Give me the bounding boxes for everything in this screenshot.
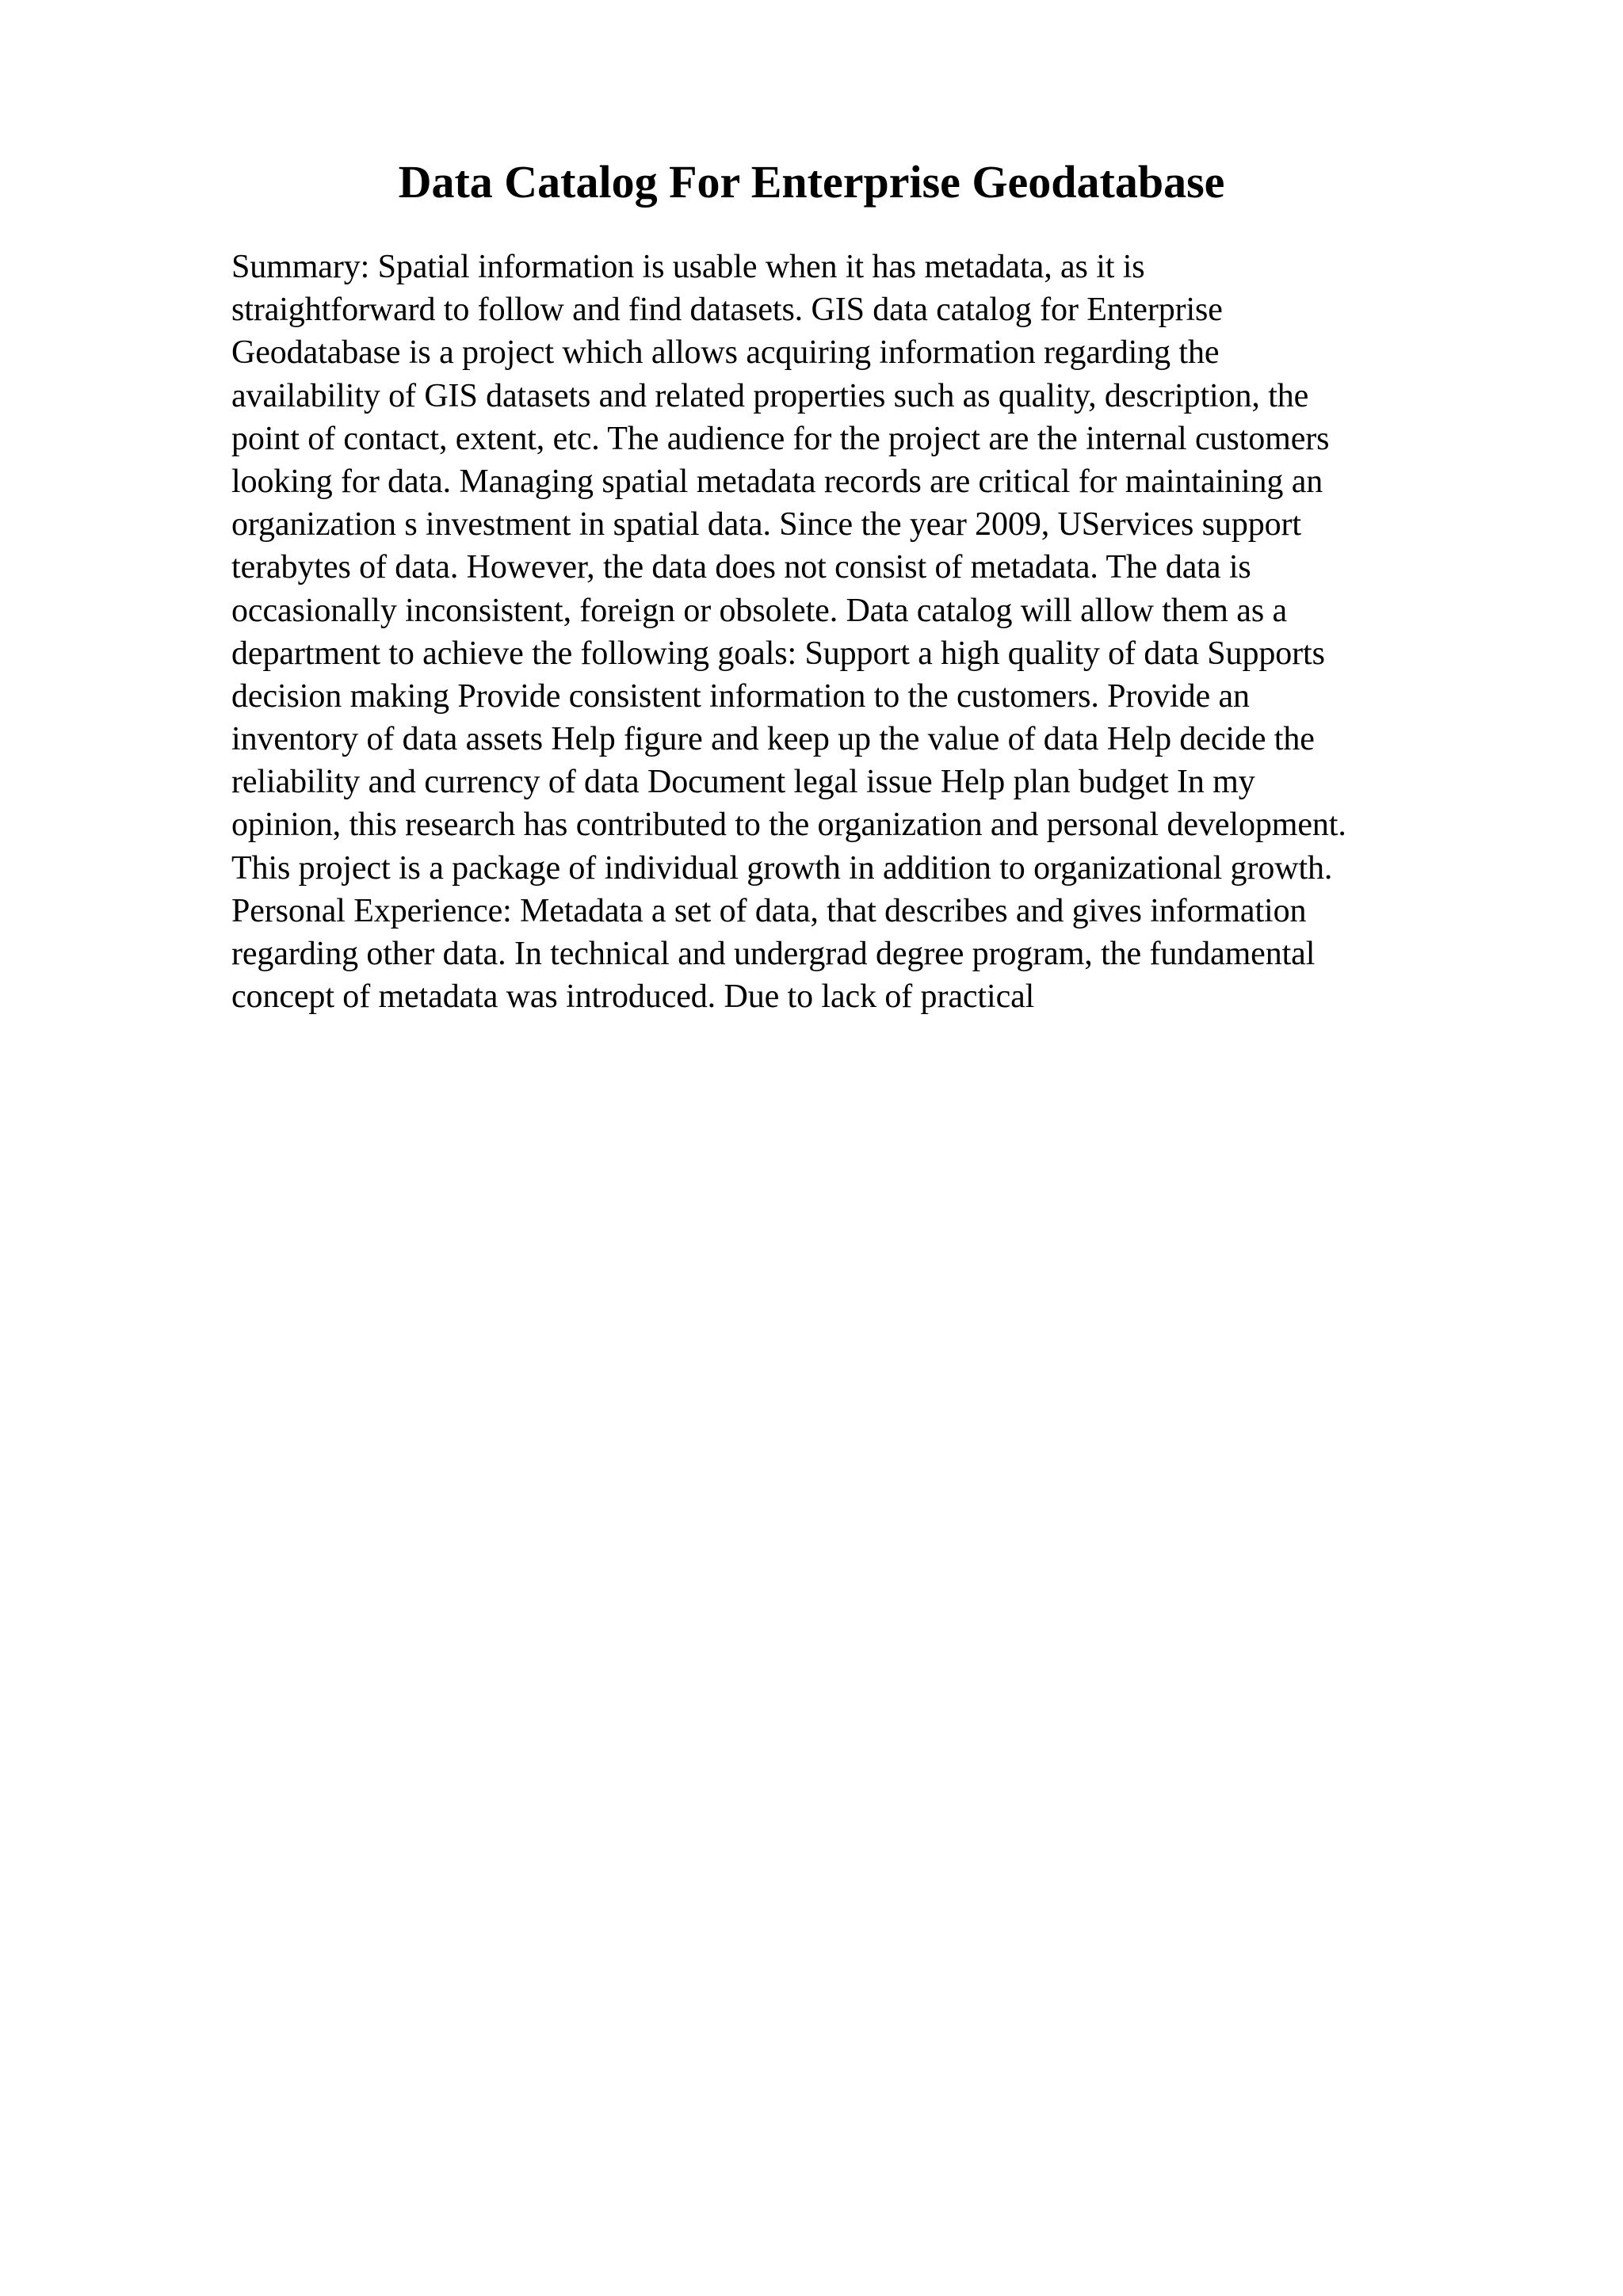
body-line: organization s investment in spatial data. Since the year 2009, UServices support bbox=[231, 506, 1301, 543]
body-line: Summary: Spatial information is usable when it has metadata, as it is bbox=[231, 249, 1145, 285]
body-line: looking for data. Managing spatial metadata records are critical for maintaining an bbox=[231, 463, 1323, 500]
body-line: Geodatabase is a project which allows acquiring information regarding the bbox=[231, 334, 1220, 372]
body-line: availability of GIS datasets and related properties such as quality, description, the bbox=[231, 377, 1309, 414]
body-line: concept of metadata was introduced. Due to lack of practical bbox=[231, 978, 1035, 1016]
body-line: decision making Provide consistent information to the customers. Provide an bbox=[231, 677, 1250, 715]
document-title: Data Catalog For Enterprise Geodatabase bbox=[398, 156, 1225, 208]
body-line: point of contact, extent, etc. The audience for the project are the internal customers bbox=[231, 420, 1330, 457]
document-body bbox=[231, 246, 1515, 1018]
body-line: Personal Experience: Metadata a set of data, that describes and gives information bbox=[231, 892, 1307, 929]
body-line: regarding other data. In technical and undergrad degree program, the fundamental bbox=[231, 936, 1316, 972]
body-line: straightforward to follow and find datasets. GIS data catalog for Enterprise bbox=[231, 292, 1223, 329]
body-line: inventory of data assets Help figure and keep up the value of data Help decide the bbox=[231, 721, 1315, 758]
body-line: occasionally inconsistent, foreign or obsolete. Data catalog will allow them as a bbox=[231, 592, 1288, 629]
body-line: opinion, this research has contributed to the organization and personal development. bbox=[231, 807, 1346, 844]
body-line: department to achieve the following goals: Support a high quality of data Supports bbox=[231, 635, 1325, 672]
body-line: This project is a package of individual growth in addition to organizational growth. bbox=[231, 849, 1333, 887]
body-line: reliability and currency of data Document legal issue Help plan budget In my bbox=[231, 764, 1255, 801]
body-line: terabytes of data. However, the data does not consist of metadata. The data is bbox=[231, 549, 1251, 586]
